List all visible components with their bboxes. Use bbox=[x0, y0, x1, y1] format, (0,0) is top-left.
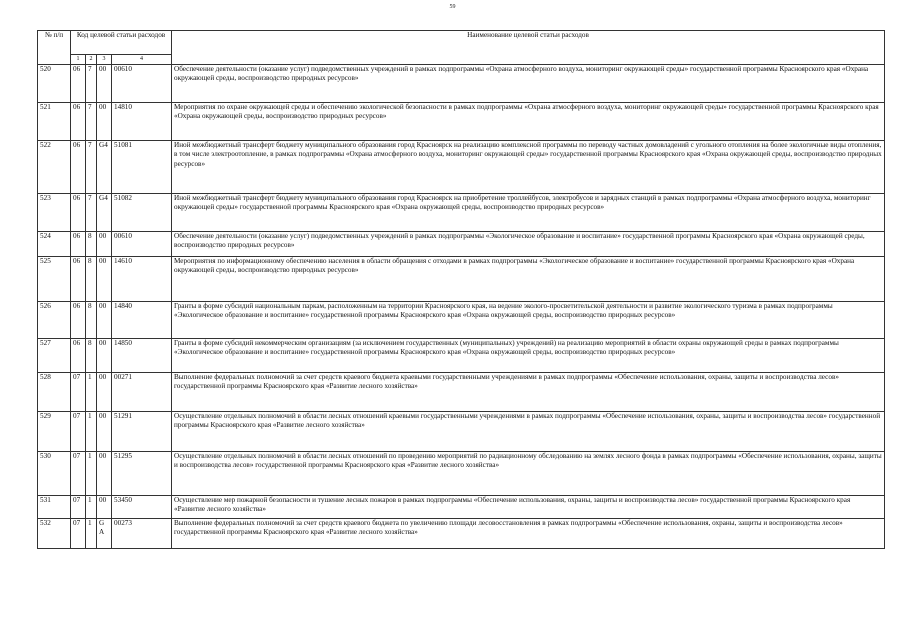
code-cell-3: 00 bbox=[97, 65, 112, 103]
code-cell-2: 7 bbox=[86, 103, 97, 141]
header-row-number: № п/п bbox=[38, 31, 71, 65]
code-cell-2: 1 bbox=[86, 496, 97, 519]
code-cell-2: 7 bbox=[86, 194, 97, 232]
row-number-cell: 524 bbox=[38, 232, 71, 257]
name-cell: Осуществление мер пожарной безопасности и тушение лесных пожаров в рамках подпрограммы «Обеспечение использования, охраны, защиты и воспроизводства лесов» государственной программы Красноярского края «Развитие лесного хозяйства» bbox=[172, 496, 885, 519]
name-cell: Осуществление отдельных полномочий в области лесных отношений по проведению мероприятий по радиационному обследованию на землях лесного фонда в рамках подпрограммы «Обеспечение использования, охраны, защиты и воспроизводства лесов» государственной программы Красноярского края «Развитие лесного хозяйства» bbox=[172, 452, 885, 496]
code-cell-3: G4 bbox=[97, 141, 112, 194]
code-cell-2: 1 bbox=[86, 519, 97, 549]
name-cell: Обеспечение деятельности (оказание услуг) подведомственных учреждений в рамках подпрограммы «Экологическое образование и воспитание» государственной программы Красноярского края «Охрана окружающей среды, воспроизводство природных ресурсов» bbox=[172, 232, 885, 257]
code-cell-2: 8 bbox=[86, 339, 97, 373]
code-cell-1: 06 bbox=[71, 103, 86, 141]
code-cell-4: 00271 bbox=[112, 373, 172, 412]
code-cell-2: 8 bbox=[86, 302, 97, 339]
row-number-cell: 523 bbox=[38, 194, 71, 232]
code-cell-1: 07 bbox=[71, 519, 86, 549]
name-cell: Осуществление отдельных полномочий в области лесных отношений краевыми государственными учреждениями в рамках подпрограммы «Обеспечение использования, охраны, защиты и воспроизводства лесов» государственной программы Красноярского края «Развитие лесного хозяйства» bbox=[172, 412, 885, 452]
name-cell: Выполнение федеральных полномочий за счет средств краевого бюджета краевыми государственными учреждениями в рамках подпрограммы «Обеспечение использования, охраны, защиты и воспроизводства лесов» государственной программы Красноярского края «Развитие лесного хозяйства» bbox=[172, 373, 885, 412]
row-number-cell: 520 bbox=[38, 65, 71, 103]
table-row bbox=[38, 339, 885, 373]
col-number: 2 bbox=[86, 54, 97, 64]
code-cell-4: 51081 bbox=[112, 141, 172, 194]
code-cell-1: 06 bbox=[71, 232, 86, 257]
code-cell-4: 00273 bbox=[112, 519, 172, 549]
code-cell-4: 51295 bbox=[112, 452, 172, 496]
col-number: 4 bbox=[112, 54, 172, 64]
code-cell-2: 7 bbox=[86, 141, 97, 194]
col-number: 1 bbox=[71, 54, 86, 64]
row-number-cell: 527 bbox=[38, 339, 71, 373]
code-cell-1: 06 bbox=[71, 339, 86, 373]
table-body bbox=[38, 65, 885, 549]
code-cell-3: 00 bbox=[97, 339, 112, 373]
row-number-cell: 526 bbox=[38, 302, 71, 339]
code-cell-1: 07 bbox=[71, 373, 86, 412]
code-cell-2: 1 bbox=[86, 373, 97, 412]
name-cell: Иной межбюджетный трансферт бюджету муниципального образования город Красноярск на реализацию комплексной программы по переводу частных домовладений с угольного отопления на более экологичные виды отопления, в том числе электроотопление, в рамках подпрограммы «Охрана атмосферного воздуха, мониторинг окружающей среды» государственной программы Красноярского края «Охрана окружающей среды, воспроизводство природных ресурсов» bbox=[172, 141, 885, 194]
code-cell-1: 07 bbox=[71, 496, 86, 519]
code-cell-1: 06 bbox=[71, 65, 86, 103]
code-cell-4: 53450 bbox=[112, 496, 172, 519]
name-cell: Выполнение федеральных полномочий за счет средств краевого бюджета по увеличению площади лесовосстановления в рамках подпрограммы «Обеспечение использования, охраны, защиты и воспроизводства лесов» государственной программы Красноярского края «Развитие лесного хозяйства» bbox=[172, 519, 885, 549]
row-number-cell: 529 bbox=[38, 412, 71, 452]
name-cell: Мероприятия по охране окружающей среды и обеспечению экологической безопасности в рамках подпрограммы «Охрана атмосферного воздуха, мониторинг окружающей среды» государственной программы Красноярского края «Охрана окружающей среды, воспроизводство природных ресурсов» bbox=[172, 103, 885, 141]
code-cell-1: 06 bbox=[71, 257, 86, 302]
header-code-group: Код целевой статьи расходов bbox=[71, 31, 172, 55]
table-row bbox=[38, 141, 885, 194]
row-number-cell: 531 bbox=[38, 496, 71, 519]
table-row bbox=[38, 257, 885, 302]
code-cell-3: G A bbox=[97, 519, 112, 549]
code-cell-3: 00 bbox=[97, 412, 112, 452]
code-cell-4: 00610 bbox=[112, 232, 172, 257]
table-row bbox=[38, 412, 885, 452]
code-cell-3: G4 bbox=[97, 194, 112, 232]
table-row bbox=[38, 194, 885, 232]
name-cell: Обеспечение деятельности (оказание услуг) подведомственных учреждений в рамках подпрограммы «Охрана атмосферного воздуха, мониторинг окружающей среды» государственной программы Красноярского края «Охрана окружающей среды, воспроизводство природных ресурсов» bbox=[172, 65, 885, 103]
code-cell-2: 8 bbox=[86, 257, 97, 302]
code-cell-2: 8 bbox=[86, 232, 97, 257]
code-cell-1: 06 bbox=[71, 194, 86, 232]
name-cell: Гранты в форме субсидий национальным паркам, расположенным на территории Красноярского края, на ведение эколого-просветительской деятельности и развитие экологического туризма в рамках подпрограммы «Экологическое образование и воспитание» государственной программы Красноярского края «Охрана окружающей среды, воспроизводство природных ресурсов» bbox=[172, 302, 885, 339]
header-name: Наименование целевой статьи расходов bbox=[172, 31, 885, 65]
code-cell-4: 14810 bbox=[112, 103, 172, 141]
code-cell-1: 06 bbox=[71, 302, 86, 339]
table-row bbox=[38, 452, 885, 496]
row-number-cell: 530 bbox=[38, 452, 71, 496]
table-row bbox=[38, 302, 885, 339]
code-cell-3: 00 bbox=[97, 302, 112, 339]
code-cell-1: 07 bbox=[71, 452, 86, 496]
row-number-cell: 521 bbox=[38, 103, 71, 141]
code-cell-4: 14850 bbox=[112, 339, 172, 373]
code-cell-4: 51082 bbox=[112, 194, 172, 232]
code-cell-4: 00610 bbox=[112, 65, 172, 103]
code-cell-3: 00 bbox=[97, 452, 112, 496]
code-cell-1: 06 bbox=[71, 141, 86, 194]
row-number-cell: 522 bbox=[38, 141, 71, 194]
table-row bbox=[38, 496, 885, 519]
page-number: 59 bbox=[449, 4, 456, 10]
code-cell-2: 1 bbox=[86, 412, 97, 452]
code-cell-3: 00 bbox=[97, 103, 112, 141]
name-cell: Мероприятия по информационному обеспечению населения в области обращения с отходами в рамках подпрограммы «Экологическое образование и воспитание» государственной программы Красноярского края «Охрана окружающей среды, воспроизводство природных ресурсов» bbox=[172, 257, 885, 302]
table-row bbox=[38, 65, 885, 103]
col-number: 3 bbox=[97, 54, 112, 64]
row-number-cell: 532 bbox=[38, 519, 71, 549]
budget-table bbox=[37, 30, 885, 549]
code-cell-3: 00 bbox=[97, 373, 112, 412]
table-row bbox=[38, 103, 885, 141]
code-cell-2: 7 bbox=[86, 65, 97, 103]
code-cell-4: 14840 bbox=[112, 302, 172, 339]
name-cell: Иной межбюджетный трансферт бюджету муниципального образования город Красноярск на приобретение троллейбусов, электробусов и зарядных станций в рамках подпрограммы «Охрана атмосферного воздуха, мониторинг окружающей среды» государственной программы Красноярского края «Охрана окружающей среды, воспроизводство природных ресурсов» bbox=[172, 194, 885, 232]
code-cell-4: 14610 bbox=[112, 257, 172, 302]
code-cell-1: 07 bbox=[71, 412, 86, 452]
code-cell-3: 00 bbox=[97, 232, 112, 257]
code-cell-3: 00 bbox=[97, 496, 112, 519]
code-cell-2: 1 bbox=[86, 452, 97, 496]
row-number-cell: 525 bbox=[38, 257, 71, 302]
code-cell-3: 00 bbox=[97, 257, 112, 302]
table-row bbox=[38, 519, 885, 549]
table-row bbox=[38, 373, 885, 412]
code-cell-4: 51291 bbox=[112, 412, 172, 452]
table-row bbox=[38, 232, 885, 257]
row-number-cell: 528 bbox=[38, 373, 71, 412]
name-cell: Гранты в форме субсидий некоммерческим организациям (за исключением государственных (муниципальных) учреждений) на реализацию мероприятий в области охраны окружающей среды в рамках подпрограммы «Экологическое образование и воспитание» государственной программы Красноярского края «Охрана окружающей среды, воспроизводство природных ресурсов» bbox=[172, 339, 885, 373]
header-row bbox=[38, 31, 885, 55]
